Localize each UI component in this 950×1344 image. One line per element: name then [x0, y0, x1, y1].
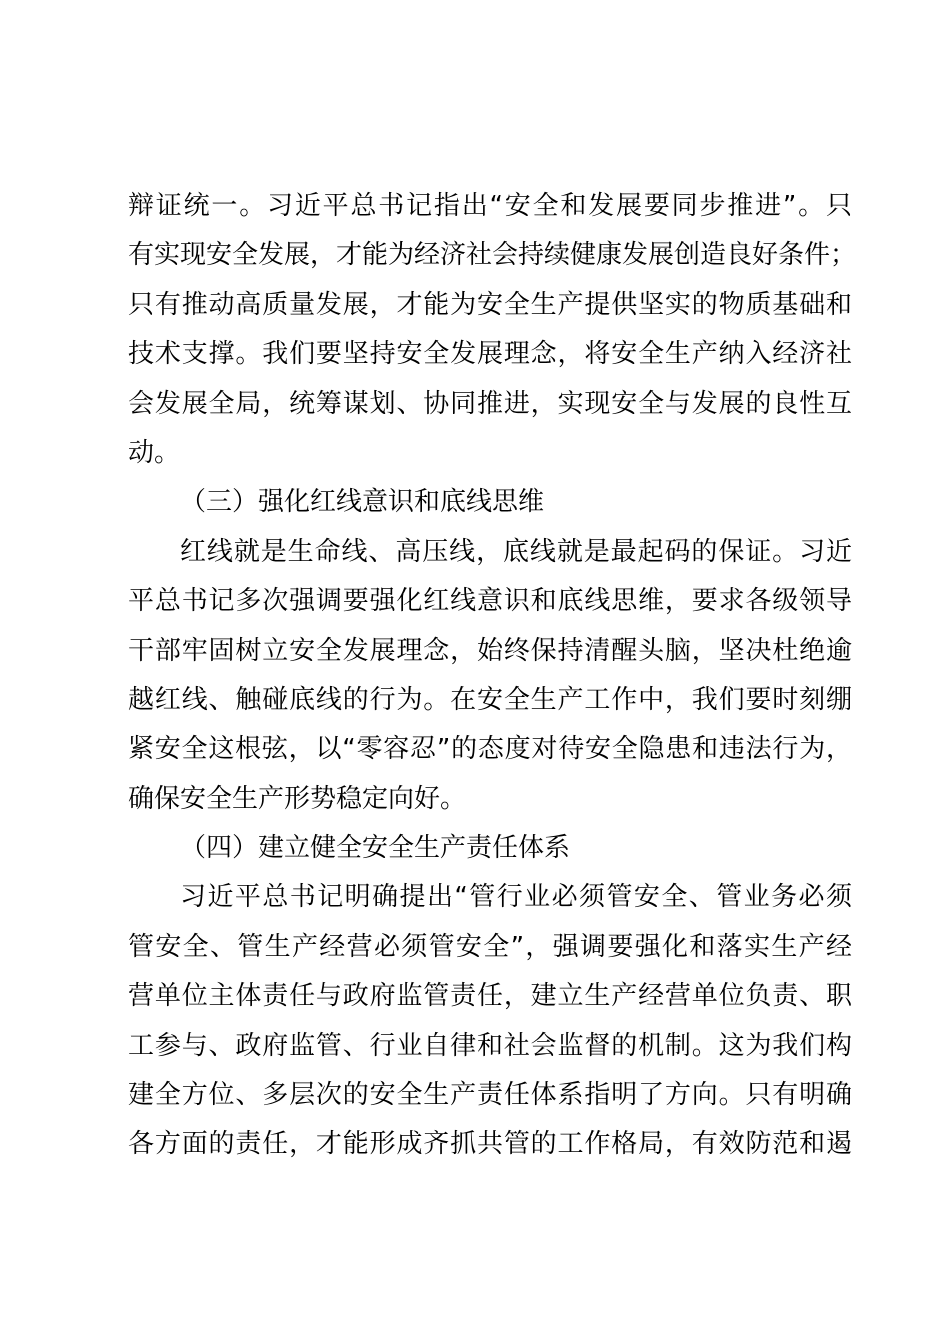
text-line: 会发展全局，统筹谋划、协同推进，实现安全与发展的良性互 [128, 388, 852, 419]
text-line: 各方面的责任，才能形成齐抓共管的工作格局，有效防范和遏 [128, 1129, 852, 1160]
text-line: 干部牢固树立安全发展理念，始终保持清醒头脑，坚决杜绝逾 [128, 635, 852, 666]
text-line: 辩证统一。习近平总书记指出“安全和发展要同步推进”。只 [128, 191, 852, 221]
text-line: 红线就是生命线、高压线，底线就是最起码的保证。习近 [180, 536, 852, 567]
text-line: 管安全、管生产经营必须管安全”，强调要强化和落实生产经 [128, 931, 852, 962]
text-line: 习近平总书记明确提出“管行业必须管安全、管业务必须 [180, 882, 852, 913]
text-line: 技术支撑。我们要坚持安全发展理念，将安全生产纳入经济社 [128, 339, 852, 370]
text-line: 越红线、触碰底线的行为。在安全生产工作中，我们要时刻绷 [128, 684, 852, 715]
text-line: 建全方位、多层次的安全生产责任体系指明了方向。只有明确 [128, 1080, 852, 1111]
text-line: 工参与、政府监管、行业自律和社会监督的机制。这为我们构 [128, 1030, 852, 1061]
text-line: 动。 [128, 437, 181, 468]
text-line: 营单位主体责任与政府监管责任，建立生产经营单位负责、职 [128, 981, 852, 1012]
text-line: 紧安全这根弦，以“零容忍”的态度对待安全隐患和违法行为， [128, 734, 852, 765]
text-line: 有实现安全发展，才能为经济社会持续健康发展创造良好条件； [128, 240, 857, 271]
text-line: 平总书记多次强调要强化红线意识和底线思维，要求各级领导 [128, 586, 852, 617]
section-heading-3: （三）强化红线意识和底线思维 [180, 487, 545, 518]
text-line: 确保安全生产形势稳定向好。 [128, 783, 467, 814]
document-body [128, 182, 857, 1170]
section-heading-4: （四）建立健全安全生产责任体系 [180, 833, 571, 864]
text-line: 只有推动高质量发展，才能为安全生产提供坚实的物质基础和 [128, 289, 852, 320]
